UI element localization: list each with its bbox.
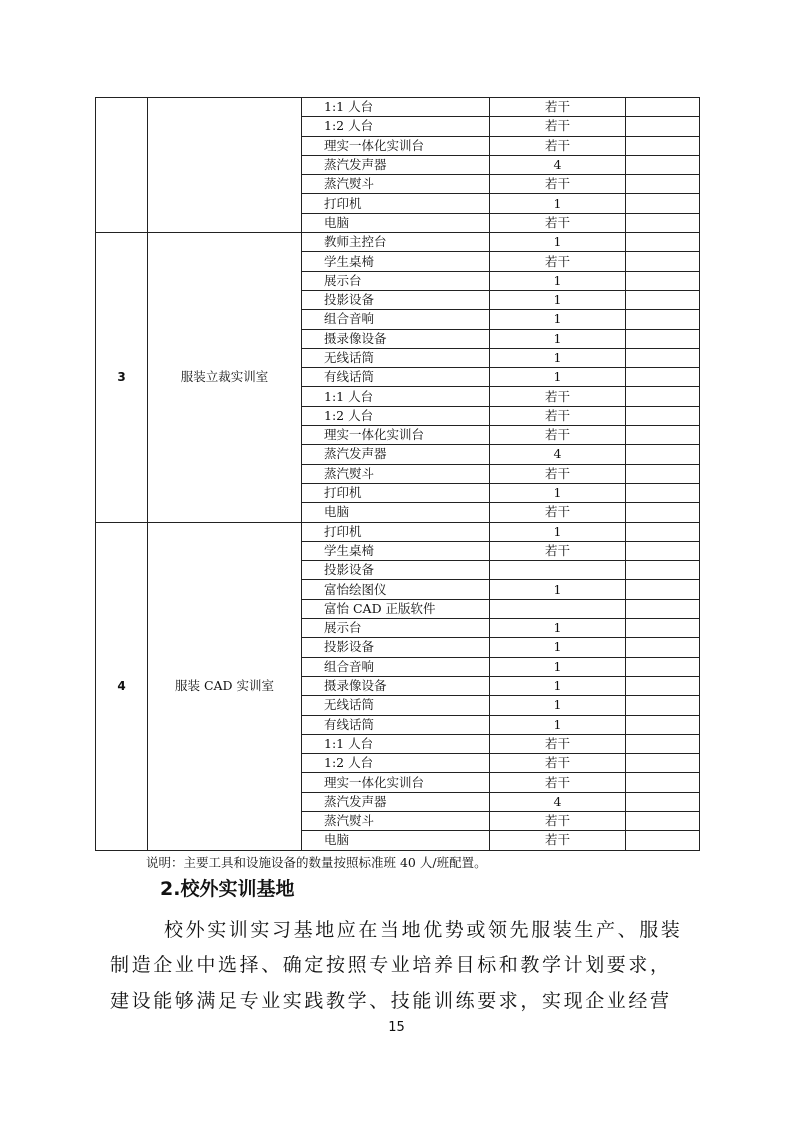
remark-cell bbox=[626, 541, 700, 560]
equipment-name-cell: 富怡 CAD 正版软件 bbox=[302, 599, 490, 618]
equipment-name-cell: 理实一体化实训台 bbox=[302, 773, 490, 792]
table-row bbox=[96, 522, 700, 541]
equipment-name-cell: 电脑 bbox=[302, 831, 490, 850]
equipment-name-cell: 电脑 bbox=[302, 503, 490, 522]
quantity-cell: 若干 bbox=[490, 136, 626, 155]
remark-cell bbox=[626, 811, 700, 830]
table-row bbox=[96, 98, 700, 117]
equipment-name-cell: 教师主控台 bbox=[302, 233, 490, 252]
quantity-cell: 1 bbox=[490, 522, 626, 541]
remark-cell bbox=[626, 136, 700, 155]
quantity-cell: 若干 bbox=[490, 117, 626, 136]
quantity-cell: 若干 bbox=[490, 754, 626, 773]
equipment-name-cell: 富怡绘图仪 bbox=[302, 580, 490, 599]
remark-cell bbox=[626, 734, 700, 753]
quantity-cell: 若干 bbox=[490, 252, 626, 271]
quantity-cell bbox=[490, 599, 626, 618]
remark-cell bbox=[626, 483, 700, 502]
equipment-name-cell: 投影设备 bbox=[302, 561, 490, 580]
quantity-cell: 1 bbox=[490, 638, 626, 657]
remark-cell bbox=[626, 715, 700, 734]
remark-cell bbox=[626, 792, 700, 811]
equipment-name-cell: 摄录像设备 bbox=[302, 676, 490, 695]
remark-cell bbox=[626, 522, 700, 541]
quantity-cell: 若干 bbox=[490, 426, 626, 445]
quantity-cell: 4 bbox=[490, 792, 626, 811]
row-number-cell bbox=[96, 98, 148, 233]
equipment-table bbox=[95, 97, 700, 851]
equipment-name-cell: 组合音响 bbox=[302, 310, 490, 329]
remark-cell bbox=[626, 445, 700, 464]
quantity-cell: 4 bbox=[490, 445, 626, 464]
equipment-name-cell: 蒸汽发声器 bbox=[302, 155, 490, 174]
remark-cell bbox=[626, 348, 700, 367]
training-room-cell bbox=[148, 98, 302, 233]
equipment-name-cell: 理实一体化实训台 bbox=[302, 426, 490, 445]
equipment-name-cell: 蒸汽熨斗 bbox=[302, 464, 490, 483]
remark-cell bbox=[626, 503, 700, 522]
equipment-name-cell: 无线话筒 bbox=[302, 348, 490, 367]
equipment-name-cell: 学生桌椅 bbox=[302, 252, 490, 271]
table-row bbox=[96, 233, 700, 252]
row-number-cell: 3 bbox=[96, 233, 148, 522]
equipment-name-cell: 1:1 人台 bbox=[302, 98, 490, 117]
remark-cell bbox=[626, 561, 700, 580]
quantity-cell: 1 bbox=[490, 194, 626, 213]
quantity-cell: 1 bbox=[490, 310, 626, 329]
equipment-name-cell: 组合音响 bbox=[302, 657, 490, 676]
equipment-name-cell: 无线话筒 bbox=[302, 696, 490, 715]
equipment-name-cell: 投影设备 bbox=[302, 290, 490, 309]
quantity-cell bbox=[490, 561, 626, 580]
remark-cell bbox=[626, 252, 700, 271]
remark-cell bbox=[626, 117, 700, 136]
equipment-name-cell: 1:2 人台 bbox=[302, 117, 490, 136]
row-number-cell: 4 bbox=[96, 522, 148, 850]
remark-cell bbox=[626, 773, 700, 792]
remark-cell bbox=[626, 194, 700, 213]
quantity-cell: 若干 bbox=[490, 464, 626, 483]
remark-cell bbox=[626, 175, 700, 194]
equipment-name-cell: 1:2 人台 bbox=[302, 754, 490, 773]
quantity-cell: 若干 bbox=[490, 541, 626, 560]
equipment-name-cell: 学生桌椅 bbox=[302, 541, 490, 560]
equipment-name-cell: 蒸汽发声器 bbox=[302, 445, 490, 464]
equipment-name-cell: 蒸汽熨斗 bbox=[302, 811, 490, 830]
quantity-cell: 1 bbox=[490, 580, 626, 599]
remark-cell bbox=[626, 329, 700, 348]
remark-cell bbox=[626, 464, 700, 483]
quantity-cell: 1 bbox=[490, 676, 626, 695]
remark-cell bbox=[626, 580, 700, 599]
equipment-name-cell: 摄录像设备 bbox=[302, 329, 490, 348]
equipment-name-cell: 1:2 人台 bbox=[302, 406, 490, 425]
remark-cell bbox=[626, 310, 700, 329]
equipment-name-cell: 电脑 bbox=[302, 213, 490, 232]
quantity-cell: 若干 bbox=[490, 98, 626, 117]
quantity-cell: 若干 bbox=[490, 734, 626, 753]
quantity-cell: 若干 bbox=[490, 406, 626, 425]
remark-cell bbox=[626, 271, 700, 290]
equipment-name-cell: 展示台 bbox=[302, 619, 490, 638]
quantity-cell: 1 bbox=[490, 290, 626, 309]
equipment-name-cell: 打印机 bbox=[302, 483, 490, 502]
remark-cell bbox=[626, 368, 700, 387]
remark-cell bbox=[626, 233, 700, 252]
equipment-name-cell: 蒸汽发声器 bbox=[302, 792, 490, 811]
remark-cell bbox=[626, 290, 700, 309]
equipment-name-cell: 投影设备 bbox=[302, 638, 490, 657]
section-heading: 2.校外实训基地 bbox=[160, 878, 295, 900]
quantity-cell: 1 bbox=[490, 696, 626, 715]
remark-cell bbox=[626, 155, 700, 174]
equipment-name-cell: 打印机 bbox=[302, 194, 490, 213]
quantity-cell: 1 bbox=[490, 483, 626, 502]
quantity-cell: 1 bbox=[490, 657, 626, 676]
quantity-cell: 4 bbox=[490, 155, 626, 174]
training-room-cell: 服装 CAD 实训室 bbox=[148, 522, 302, 850]
equipment-name-cell: 理实一体化实训台 bbox=[302, 136, 490, 155]
paragraph-line: 制造企业中选择、确定按照专业培养目标和教学计划要求， bbox=[110, 954, 672, 976]
quantity-cell: 1 bbox=[490, 348, 626, 367]
remark-cell bbox=[626, 387, 700, 406]
table-note: 说明：主要工具和设施设备的数量按照标准班 40 人/班配置。 bbox=[146, 855, 487, 870]
quantity-cell: 若干 bbox=[490, 811, 626, 830]
quantity-cell: 1 bbox=[490, 715, 626, 734]
remark-cell bbox=[626, 696, 700, 715]
quantity-cell: 若干 bbox=[490, 175, 626, 194]
remark-cell bbox=[626, 619, 700, 638]
remark-cell bbox=[626, 599, 700, 618]
paragraph-line: 建设能够满足专业实践教学、技能训练要求，实现企业经营 bbox=[110, 990, 672, 1012]
quantity-cell: 若干 bbox=[490, 503, 626, 522]
paragraph-line: 校外实训实习基地应在当地优势或领先服装生产、服装 bbox=[164, 919, 683, 941]
equipment-name-cell: 展示台 bbox=[302, 271, 490, 290]
quantity-cell: 1 bbox=[490, 271, 626, 290]
remark-cell bbox=[626, 98, 700, 117]
quantity-cell: 若干 bbox=[490, 773, 626, 792]
training-room-cell: 服装立裁实训室 bbox=[148, 233, 302, 522]
quantity-cell: 若干 bbox=[490, 387, 626, 406]
quantity-cell: 1 bbox=[490, 329, 626, 348]
quantity-cell: 1 bbox=[490, 368, 626, 387]
quantity-cell: 若干 bbox=[490, 213, 626, 232]
equipment-name-cell: 有线话筒 bbox=[302, 368, 490, 387]
quantity-cell: 1 bbox=[490, 619, 626, 638]
equipment-name-cell: 1:1 人台 bbox=[302, 734, 490, 753]
remark-cell bbox=[626, 406, 700, 425]
remark-cell bbox=[626, 676, 700, 695]
page-number: 15 bbox=[388, 1020, 405, 1035]
remark-cell bbox=[626, 831, 700, 850]
remark-cell bbox=[626, 426, 700, 445]
remark-cell bbox=[626, 638, 700, 657]
equipment-name-cell: 蒸汽熨斗 bbox=[302, 175, 490, 194]
equipment-name-cell: 打印机 bbox=[302, 522, 490, 541]
equipment-name-cell: 1:1 人台 bbox=[302, 387, 490, 406]
remark-cell bbox=[626, 213, 700, 232]
quantity-cell: 若干 bbox=[490, 831, 626, 850]
remark-cell bbox=[626, 754, 700, 773]
quantity-cell: 1 bbox=[490, 233, 626, 252]
remark-cell bbox=[626, 657, 700, 676]
equipment-name-cell: 有线话筒 bbox=[302, 715, 490, 734]
